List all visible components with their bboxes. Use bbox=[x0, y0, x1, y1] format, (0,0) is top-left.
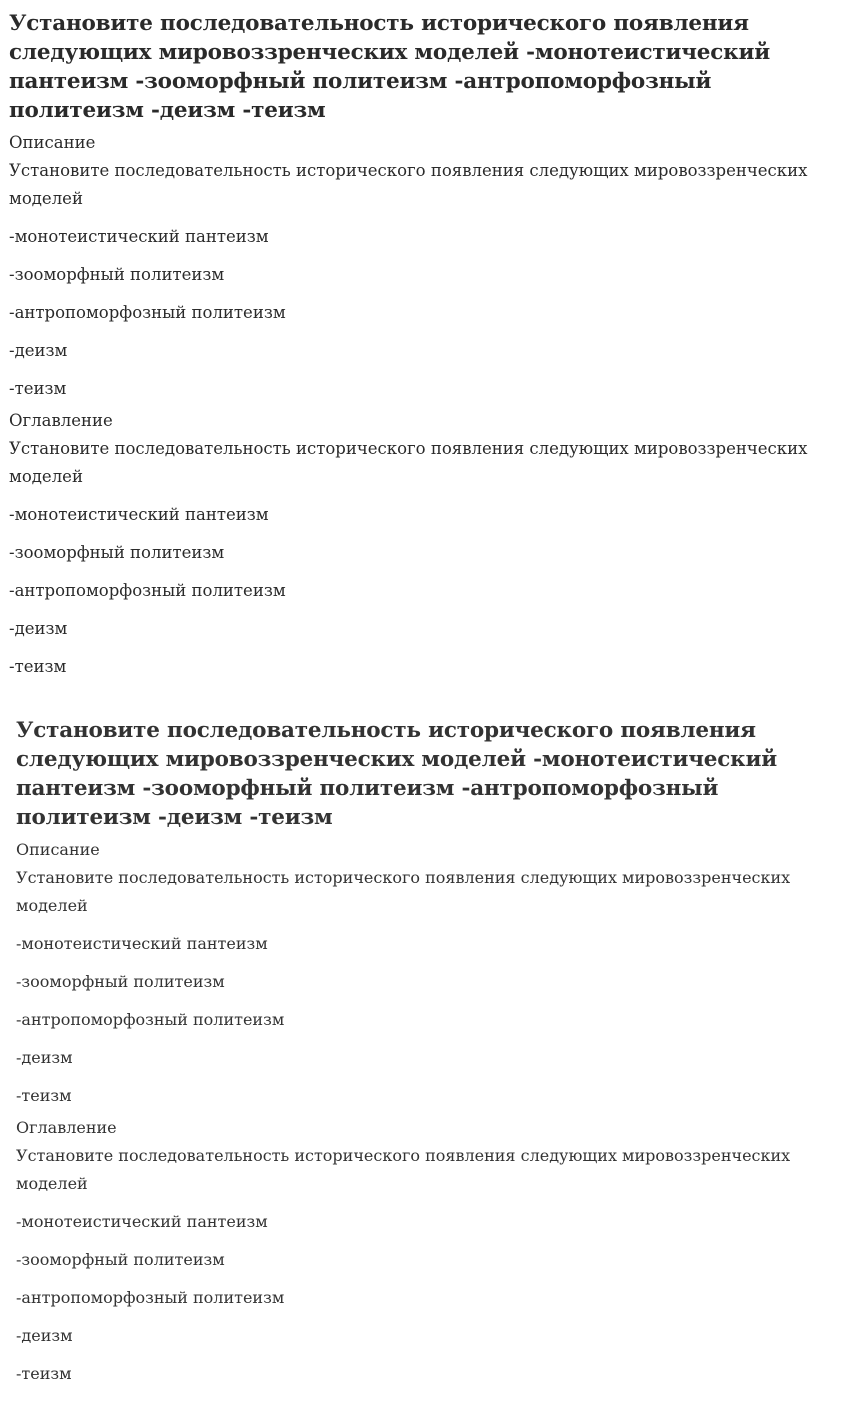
description-item: -деизм bbox=[9, 341, 68, 360]
description-label: Описание bbox=[16, 840, 100, 859]
article-block-duplicate bbox=[0, 707, 847, 1388]
contents-item: -антропоморфозный политеизм bbox=[9, 581, 286, 600]
contents-item: -зооморфный политеизм bbox=[16, 1250, 225, 1269]
description-intro: Установите последовательность исторического появления следующих мировоззренческих моделей bbox=[9, 161, 808, 208]
description-item: -деизм bbox=[16, 1048, 73, 1067]
page-title: Установите последовательность исторического появления следующих мировоззренческих моделей -монотеистический пантеизм -зооморфный политеизм -антропоморфозный политеизм -деизм -теизм bbox=[9, 11, 770, 123]
contents-item: -теизм bbox=[9, 657, 67, 676]
contents-intro: Установите последовательность исторического появления следующих мировоззренческих моделей bbox=[9, 439, 808, 486]
contents-label: Оглавление bbox=[9, 411, 113, 430]
contents-section bbox=[0, 407, 847, 681]
contents-item: -деизм bbox=[9, 619, 68, 638]
contents-label: Оглавление bbox=[16, 1118, 117, 1137]
description-section-duplicate bbox=[0, 836, 847, 1110]
contents-item: -монотеистический пантеизм bbox=[9, 505, 269, 524]
description-section bbox=[0, 129, 847, 403]
page-title-duplicate: Установите последовательность исторического появления следующих мировоззренческих моделей -монотеистический пантеизм -зооморфный политеизм -антропоморфозный политеизм -деизм -теизм bbox=[16, 718, 777, 830]
contents-intro: Установите последовательность исторического появления следующих мировоззренческих моделей bbox=[16, 1146, 791, 1193]
contents-section-duplicate bbox=[0, 1114, 847, 1388]
description-item: -зооморфный политеизм bbox=[9, 265, 225, 284]
contents-item: -антропоморфозный политеизм bbox=[16, 1288, 285, 1307]
contents-item: -монотеистический пантеизм bbox=[16, 1212, 268, 1231]
description-item: -антропоморфозный политеизм bbox=[16, 1010, 285, 1029]
contents-item: -зооморфный политеизм bbox=[9, 543, 225, 562]
contents-item: -деизм bbox=[16, 1326, 73, 1345]
contents-item: -теизм bbox=[16, 1364, 72, 1383]
description-item: -теизм bbox=[9, 379, 67, 398]
description-item: -теизм bbox=[16, 1086, 72, 1105]
description-item: -монотеистический пантеизм bbox=[9, 227, 269, 246]
description-item: -монотеистический пантеизм bbox=[16, 934, 268, 953]
description-item: -зооморфный политеизм bbox=[16, 972, 225, 991]
description-label: Описание bbox=[9, 133, 96, 152]
article-block-primary bbox=[0, 0, 847, 681]
description-item: -антропоморфозный политеизм bbox=[9, 303, 286, 322]
description-intro: Установите последовательность исторического появления следующих мировоззренческих моделей bbox=[16, 868, 791, 915]
